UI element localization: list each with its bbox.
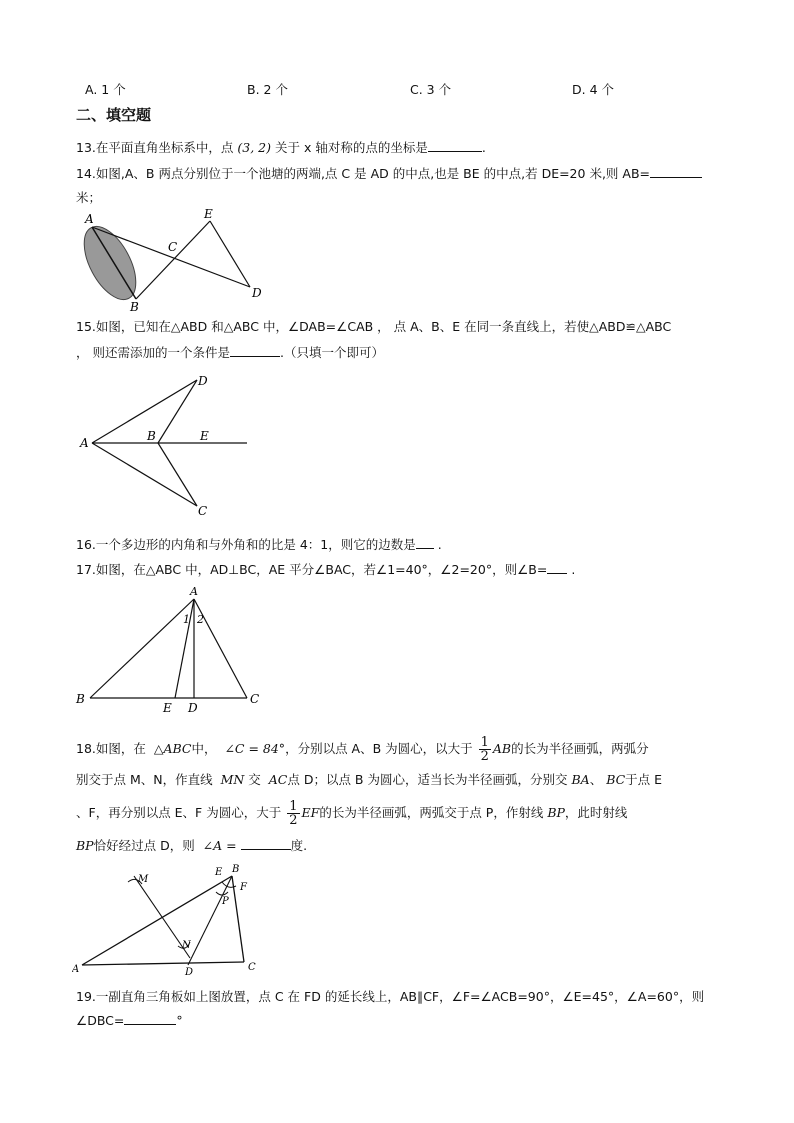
q18-text: ，此时射线 <box>564 805 628 820</box>
q18-angle-a: ∠A = <box>202 838 237 853</box>
label-c: C <box>198 504 208 518</box>
label-b: B <box>76 692 85 706</box>
q18-mn: MN <box>220 772 245 787</box>
segment-be <box>136 221 210 299</box>
q13-pre: 13.在平面直角坐标系中，点 <box>76 140 234 155</box>
q19-line1: 19.一副直角三角板如上图放置，点 C 在 FD 的延长线上，AB∥CF，∠F=∠ACB=90°，∠E=45°，∠A=60°，则 <box>76 989 705 1004</box>
option-b: B. 2 个 <box>247 82 288 97</box>
q15-figure <box>72 368 262 523</box>
q19-line2-end: ° <box>176 1013 183 1028</box>
question-14 <box>76 164 702 182</box>
label-angle-1: 1 <box>183 613 190 626</box>
q16-text: 16.一个多边形的内角和与外角和的比是 4：1，则它的边数是 <box>76 537 416 552</box>
q18-text: 、F，再分别以点 E、F 为圆心，大于 <box>76 805 282 820</box>
q16-end: . <box>437 537 442 552</box>
label-c: C <box>248 962 256 973</box>
question-17 <box>76 560 575 578</box>
label-a: A <box>72 964 80 975</box>
arc-p <box>216 892 228 895</box>
q15-line2-pre: ， 则还需添加的一个条件是 <box>76 345 230 360</box>
q18-bp: BP <box>76 838 94 853</box>
q18-text: 的长为半径画弧，两弧交于点 P，作射线 <box>319 805 544 820</box>
segment-bc <box>158 443 197 506</box>
q17-text: 17.如图，在△ABC 中，AD⊥BC，AE 平分∠BAC，若∠1=40°，∠2=20°，则∠B= <box>76 562 548 577</box>
q13-point: (3, 2) <box>237 140 271 155</box>
q18-text: 中， <box>191 741 217 756</box>
label-a: A <box>85 212 94 226</box>
q19-blank <box>124 1012 176 1025</box>
segment-bd <box>158 380 197 443</box>
q18-ba: BA <box>571 772 590 787</box>
q18-line1 <box>76 736 649 763</box>
q18-figure <box>72 862 272 980</box>
q17-blank <box>547 561 567 574</box>
q13-post: 关于 x 轴对称的点的坐标是 <box>274 140 428 155</box>
fraction-denominator: 2 <box>289 813 298 828</box>
label-d: D <box>198 374 208 388</box>
q18-text: 别交于点 M、N，作直线 <box>76 772 213 787</box>
label-angle-2: 2 <box>197 613 204 626</box>
q13-end: . <box>481 140 486 155</box>
option-d: D. 4 个 <box>572 82 614 97</box>
q13-blank <box>428 139 482 152</box>
segment-ed <box>210 221 250 287</box>
fraction-numerator: 1 <box>480 735 489 750</box>
label-e: E <box>200 429 209 443</box>
fraction-denominator: 2 <box>480 749 489 764</box>
section-title: 二、填空题 <box>76 106 152 124</box>
q18-text: 18.如图，在 <box>76 741 146 756</box>
label-c: C <box>250 692 260 706</box>
q18-text: 度. <box>290 838 308 853</box>
q18-angle-c: ∠C = 84° <box>224 741 286 756</box>
q18-ab: AB <box>492 741 512 756</box>
q17-figure <box>70 583 270 718</box>
q14-line2: 米； <box>76 190 102 205</box>
q18-text: 的长为半径画弧，两弧分 <box>511 741 649 756</box>
q16-blank <box>416 536 434 549</box>
q15-blank <box>230 344 280 357</box>
label-e: E <box>163 701 172 715</box>
label-n: N <box>182 940 191 951</box>
q18-line4 <box>76 836 307 854</box>
label-b: B <box>147 429 156 443</box>
question-15-line2 <box>76 343 384 361</box>
q17-end: . <box>571 562 576 577</box>
q18-ef: EF <box>301 805 320 820</box>
q18-line2 <box>76 770 662 788</box>
label-b: B <box>232 864 240 875</box>
q18-fraction-half-2 <box>287 800 299 827</box>
label-a: A <box>80 436 89 450</box>
label-e: E <box>204 207 213 221</box>
label-a: A <box>190 585 198 598</box>
label-d: D <box>185 967 194 978</box>
q18-text: 交 <box>248 772 261 787</box>
label-p: P <box>222 896 229 907</box>
q18-ac: AC <box>268 772 288 787</box>
q15-line2-post: .（只填一个即可） <box>279 345 384 360</box>
q15-line1: 15.如图，已知在△ABD 和△ABC 中，∠DAB=∠CAB ， 点 A、B、E 在同一条直线上，若使△ABD≌△ABC <box>76 319 672 334</box>
label-b: B <box>130 300 139 314</box>
q19-line2-pre: ∠DBC= <box>76 1013 125 1028</box>
q18-triangle: △ABC <box>153 741 192 756</box>
q18-text: 恰好经过点 D，则 <box>93 838 195 853</box>
q18-bp: BP <box>547 805 565 820</box>
option-c: C. 3 个 <box>410 82 452 97</box>
q18-text: 点 D；以点 B 为圆心，适当长为半径画弧，分别交 <box>287 772 568 787</box>
q14-figure <box>70 205 290 315</box>
segment-ac <box>92 443 197 506</box>
question-16 <box>76 535 442 553</box>
segment-ad <box>92 380 197 443</box>
q18-text: 于点 E <box>625 772 663 787</box>
pond-shape <box>74 218 147 307</box>
label-f: F <box>240 882 247 893</box>
label-c: C <box>168 240 178 254</box>
option-a: A. 1 个 <box>85 82 126 97</box>
q14-line1: 14.如图,A、B 两点分别位于一个池塘的两端,点 C 是 AD 的中点,也是 BE 的中点,若 DE=20 米,则 AB= <box>76 166 650 181</box>
label-m: M <box>138 874 149 885</box>
fraction-numerator: 1 <box>289 799 298 814</box>
q18-bc: BC <box>606 772 626 787</box>
q18-fraction-half <box>479 736 491 763</box>
label-d: D <box>188 701 198 715</box>
segment-ac <box>82 962 244 965</box>
q18-blank <box>241 837 291 850</box>
label-d: D <box>252 286 262 300</box>
question-13 <box>76 138 486 156</box>
question-19-line2 <box>76 1012 183 1028</box>
q14-blank <box>650 165 702 178</box>
q18-line3 <box>76 800 627 827</box>
label-e: E <box>215 867 223 878</box>
q18-text: ，分别以点 A、B 为圆心，以大于 <box>285 741 473 756</box>
q18-text: 、 <box>589 772 603 787</box>
